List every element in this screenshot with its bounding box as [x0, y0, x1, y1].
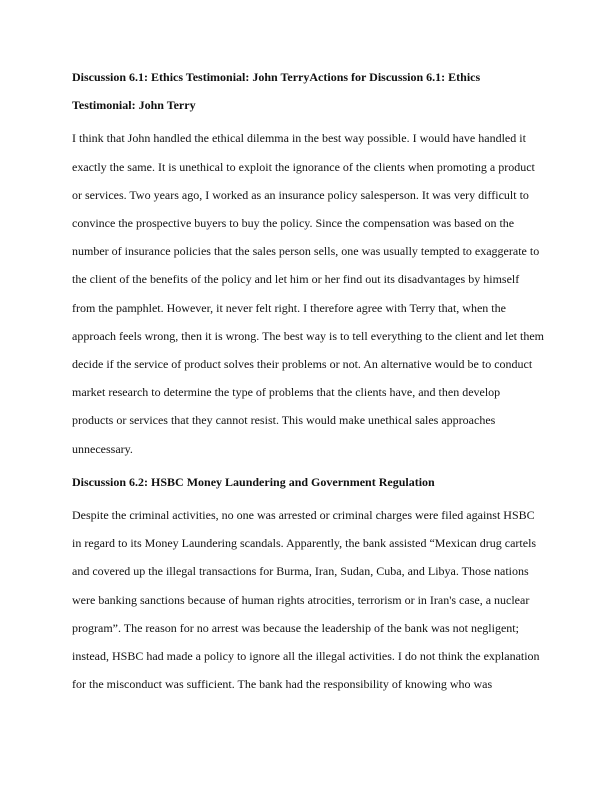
document-body	[72, 63, 544, 698]
section-1-heading: Discussion 6.1: Ethics Testimonial: John TerryActions for Discussion 6.1: Ethics Testimonial: John Terry	[72, 70, 481, 113]
section-2-heading: Discussion 6.2: HSBC Money Laundering and Government Regulation	[72, 474, 435, 489]
section-2-paragraph: Despite the criminal activities, no one was arrested or criminal charges were filed against HSBC in regard to its Money Laundering scandals. Apparently, the bank assisted “Mexican drug cartels and covered up the illegal transactions for Burma, Iran, Sudan, Cuba, and Libya. Those nations were banking sanctions because of human rights atrocities, terrorism or in Iran's case, a nuclear program”. The reason for no arrest was because the leadership of the bank was not negligent; instead, HSBC had made a policy to ignore all the illegal activities. I do not think the explanation for the misconduct was sufficient. The bank had the responsibility of knowing who was	[72, 508, 540, 692]
section-1-paragraph: I think that John handled the ethical dilemma in the best way possible. I would have handled it exactly the same. It is unethical to exploit the ignorance of the clients when promoting a product or services. Two years ago, I worked as an insurance policy salesperson. It was very difficult to convince the prospective buyers to buy the policy. Since the compensation was based on the number of insurance policies that the sales person sells, one was usually tempted to exaggerate to the client of the benefits of the policy and let him or her find out its disadvantages by himself from the pamphlet. However, it never felt right. I therefore agree with Terry that, when the approach feels wrong, then it is wrong. The best way is to tell everything to the client and let them decide if the service of product solves their problems or not. An alternative would be to conduct market research to determine the type of problems that the clients have, and then develop products or services that they cannot resist. This would make unethical sales approaches unnecessary.	[72, 131, 544, 456]
